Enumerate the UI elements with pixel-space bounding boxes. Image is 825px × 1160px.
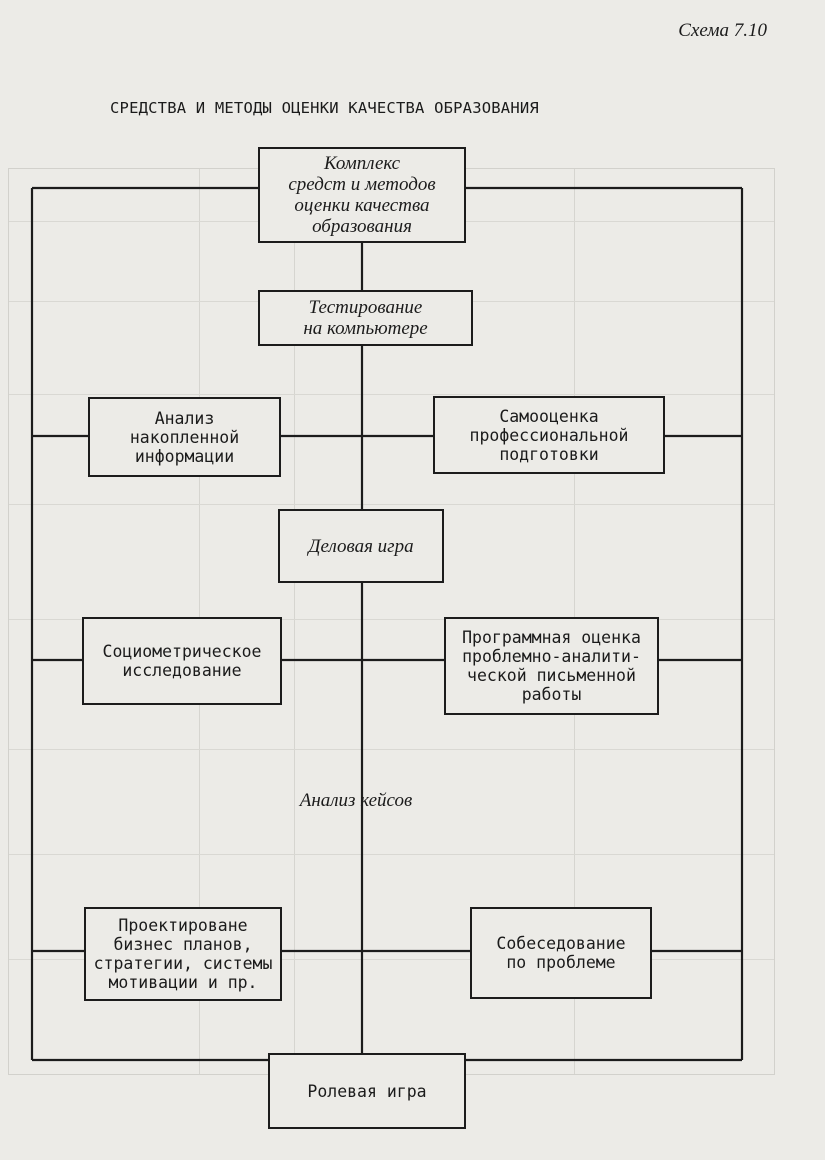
node-computer-testing-label: Тестирование на компьютере <box>303 297 428 339</box>
node-business-game-label: Деловая игра <box>308 535 414 557</box>
node-interview <box>470 907 652 999</box>
schema-label: Схема 7.10 <box>678 20 767 41</box>
node-accumulated-info-label: Анализ накопленной информации <box>129 408 240 466</box>
node-business-plans-label: Проектироване бизнес планов, стратегии, системы мотивации и пр. <box>93 916 273 992</box>
node-self-assessment <box>433 396 665 474</box>
node-sociometric-label: Социометрическое исследование <box>102 642 262 680</box>
diagram-title: СРЕДСТВА И МЕТОДЫ ОЦЕНКИ КАЧЕСТВА ОБРАЗОВАНИЯ <box>110 99 539 117</box>
node-business-plans <box>84 907 282 1001</box>
node-business-game <box>278 509 444 583</box>
node-complex <box>258 147 466 243</box>
node-case-analysis-label: Анализ кейсов <box>299 789 413 811</box>
node-sociometric <box>82 617 282 705</box>
node-accumulated-info <box>88 397 281 477</box>
node-program-assessment-label: Программная оценка проблемно-аналити- ческой письменной работы <box>462 628 641 704</box>
node-computer-testing <box>258 290 473 346</box>
node-program-assessment <box>444 617 659 715</box>
node-case-analysis <box>276 772 436 828</box>
node-interview-label: Собеседование по проблеме <box>496 934 626 972</box>
node-self-assessment-label: Самооценка профессиональной подготовки <box>469 406 629 464</box>
node-role-game-label: Ролевая игра <box>307 1081 427 1101</box>
node-role-game <box>268 1053 466 1129</box>
node-complex-label: Комплекс средст и методов оценки качества образования <box>288 153 436 237</box>
